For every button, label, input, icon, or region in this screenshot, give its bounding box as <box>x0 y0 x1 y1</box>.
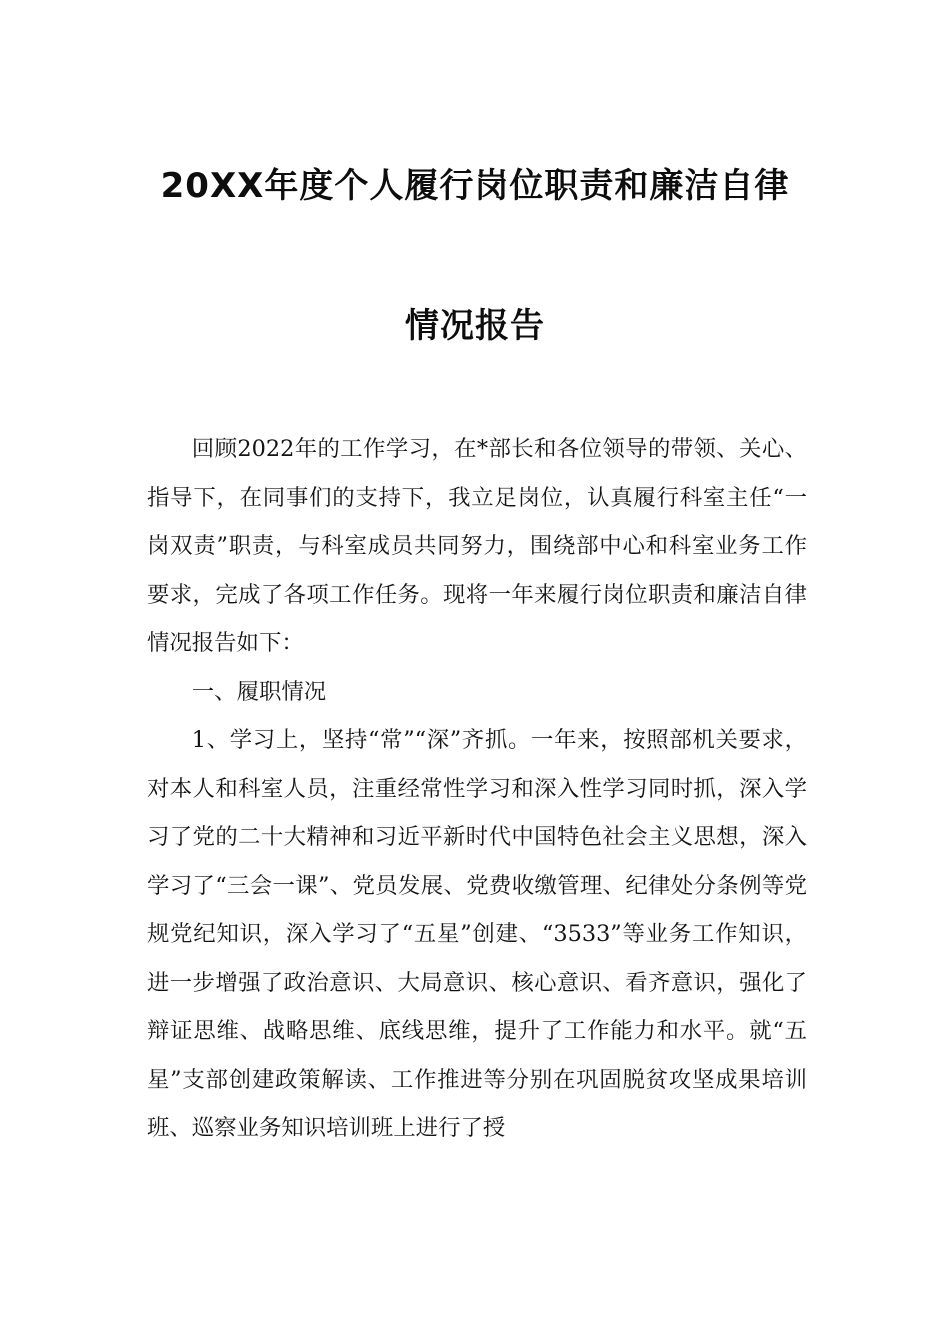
document-title-line-1: 20XX年度个人履行岗位职责和廉洁自律 <box>160 166 790 206</box>
study-paragraph: 1、学习上，坚持“常”“深”齐抓。一年来，按照部机关要求，对本人和科室人员，注重经常性学习和深入性学习同时抓，深入学习了党的二十大精神和习近平新时代中国特色社会主义思想，深入学习了“三会一课”、党员发展、党费收缴管理、纪律处分条例等党规党纪知识，深入学习了“五星”创建、“3533”等业务工作知识，进一步增强了政治意识、大局意识、核心意识、看齐意识，强化了辩证思维、战略思维、底线思维，提升了工作能力和水平。就“五星”支部创建政策解读、工作推进等分别在巩固脱贫攻坚成果培训班、巡察业务知识培训班上进行了授 <box>147 727 807 1141</box>
document-title-line-2: 情况报告 <box>405 306 545 346</box>
document-body <box>147 425 807 1153</box>
section-heading-performance: 一、履职情况 <box>191 678 327 705</box>
intro-paragraph: 回顾2022年的工作学习，在*部长和各位领导的带领、关心、指导下，在同事们的支持下，我立足岗位，认真履行科室主任“一岗双责”职责，与科室成员共同努力，围绕部中心和科室业务工作要求，完成了各项工作任务。现将一年来履行岗位职责和廉洁自律情况报告如下： <box>147 436 807 656</box>
